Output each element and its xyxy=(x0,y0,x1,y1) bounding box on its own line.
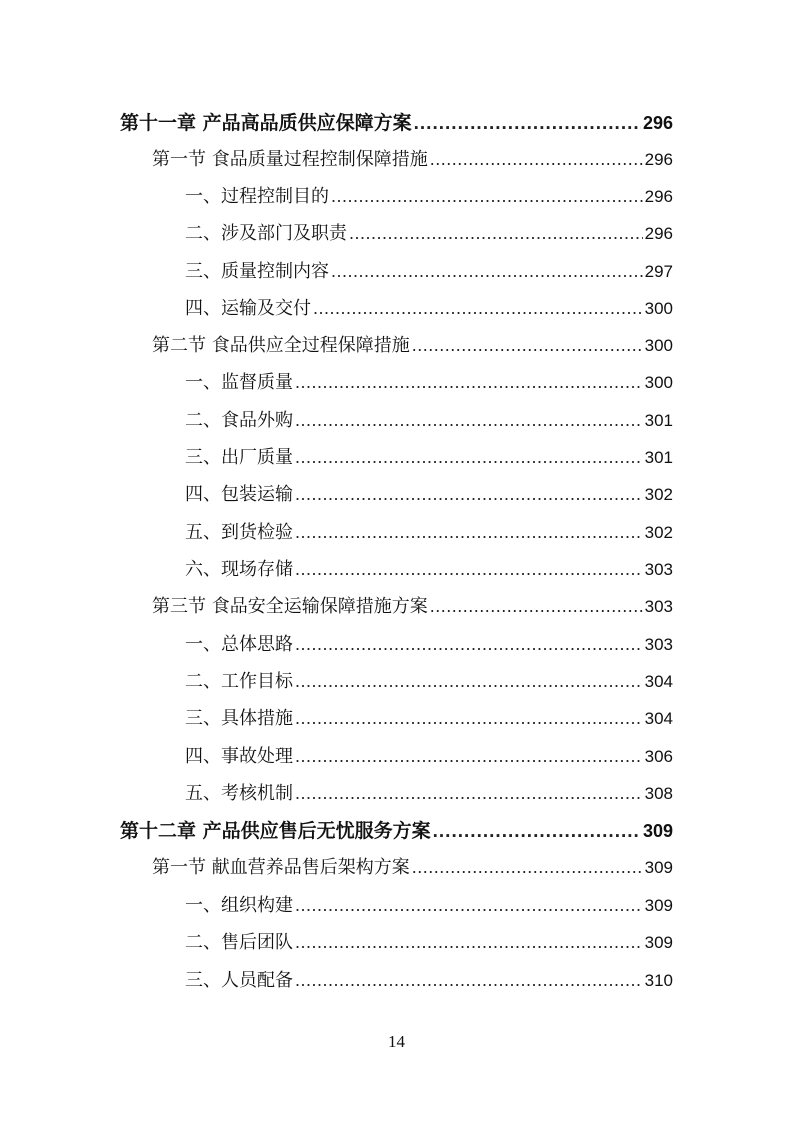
toc-item[interactable] xyxy=(185,182,673,208)
toc-page: 297 xyxy=(644,262,673,281)
toc-title: 三、人员配备 xyxy=(185,970,293,991)
toc-leader xyxy=(412,857,643,878)
toc-leader xyxy=(331,261,643,282)
toc-item[interactable] xyxy=(185,779,673,805)
toc-section[interactable] xyxy=(152,853,673,879)
toc-title: 四、事故处理 xyxy=(185,746,293,767)
toc-item[interactable] xyxy=(185,891,673,917)
toc-title: 一、总体思路 xyxy=(185,634,293,655)
toc-item[interactable] xyxy=(185,667,673,693)
toc-leader xyxy=(295,671,643,692)
toc-page: 309 xyxy=(644,858,673,877)
toc-leader xyxy=(295,634,643,655)
toc-leader xyxy=(295,746,643,767)
toc-page: 300 xyxy=(644,373,673,392)
toc-item[interactable] xyxy=(185,704,673,730)
toc-section[interactable] xyxy=(152,331,673,357)
toc-title: 五、到货检验 xyxy=(185,522,293,543)
toc-page: 296 xyxy=(644,224,673,243)
toc-chapter-11[interactable] xyxy=(120,108,673,134)
toc-page: 303 xyxy=(644,560,673,579)
toc-title: 第十一章 产品高品质供应保障方案 xyxy=(120,112,412,134)
toc-item[interactable] xyxy=(185,966,673,992)
toc-item[interactable] xyxy=(185,443,673,469)
toc-page: 304 xyxy=(644,709,673,728)
toc-title: 六、现场存储 xyxy=(185,559,293,580)
toc-page: 302 xyxy=(644,485,673,504)
toc-title: 三、出厂质量 xyxy=(185,447,293,468)
toc-item[interactable] xyxy=(185,294,673,320)
toc-leader xyxy=(295,895,643,916)
toc-title: 第一节 献血营养品售后架构方案 xyxy=(152,857,410,878)
toc-title: 第十二章 产品供应售后无忧服务方案 xyxy=(120,820,431,842)
toc-chapter-12[interactable] xyxy=(120,816,673,842)
toc-item[interactable] xyxy=(185,368,673,394)
toc-page: 296 xyxy=(642,113,673,133)
toc-section[interactable] xyxy=(152,145,673,171)
toc-section[interactable] xyxy=(152,592,673,618)
toc-leader xyxy=(295,484,643,505)
toc-leader xyxy=(295,932,643,953)
toc-leader xyxy=(331,186,643,207)
toc-item[interactable] xyxy=(185,257,673,283)
toc-item[interactable] xyxy=(185,928,673,954)
toc-item[interactable] xyxy=(185,742,673,768)
toc-page: 306 xyxy=(644,747,673,766)
toc-leader xyxy=(295,708,643,729)
toc-title: 二、工作目标 xyxy=(185,671,293,692)
toc-title: 一、组织构建 xyxy=(185,895,293,916)
toc-page: 309 xyxy=(644,896,673,915)
page-number: 14 xyxy=(388,1032,405,1051)
toc-leader xyxy=(430,596,643,617)
toc-title: 五、考核机制 xyxy=(185,783,293,804)
toc-title: 一、监督质量 xyxy=(185,372,293,393)
toc-page: 301 xyxy=(644,448,673,467)
toc-leader xyxy=(295,970,643,991)
toc-page: 300 xyxy=(644,299,673,318)
toc-title: 四、运输及交付 xyxy=(185,298,311,319)
toc-leader xyxy=(433,821,641,843)
toc-title: 三、质量控制内容 xyxy=(185,261,329,282)
toc-leader xyxy=(295,559,643,580)
toc-leader xyxy=(295,522,643,543)
toc-page: 303 xyxy=(644,597,673,616)
toc-title: 三、具体措施 xyxy=(185,708,293,729)
toc-title: 第一节 食品质量过程控制保障措施 xyxy=(152,149,428,170)
toc-title: 第二节 食品供应全过程保障措施 xyxy=(152,335,410,356)
toc-item[interactable] xyxy=(185,219,673,245)
toc-leader xyxy=(412,335,643,356)
toc-leader xyxy=(313,298,643,319)
toc-title: 一、过程控制目的 xyxy=(185,186,329,207)
toc-page: 303 xyxy=(644,635,673,654)
toc-page: 309 xyxy=(644,933,673,952)
toc-page: 300 xyxy=(644,336,673,355)
toc-page: 304 xyxy=(644,672,673,691)
toc-leader xyxy=(295,410,643,431)
toc-leader xyxy=(295,783,643,804)
toc-leader xyxy=(295,372,643,393)
toc-leader xyxy=(430,149,643,170)
toc-page: 296 xyxy=(644,187,673,206)
toc-item[interactable] xyxy=(185,518,673,544)
toc-item[interactable] xyxy=(185,555,673,581)
toc-leader xyxy=(414,113,641,135)
toc-leader xyxy=(349,223,643,244)
toc-page: 310 xyxy=(644,971,673,990)
toc-item[interactable] xyxy=(185,630,673,656)
toc-page: 308 xyxy=(644,784,673,803)
toc-title: 四、包装运输 xyxy=(185,484,293,505)
toc-title: 二、食品外购 xyxy=(185,410,293,431)
toc-page: 296 xyxy=(644,150,673,169)
toc-leader xyxy=(295,447,643,468)
toc-page: 302 xyxy=(644,523,673,542)
toc-item[interactable] xyxy=(185,406,673,432)
toc-page: 309 xyxy=(642,821,673,841)
toc-title: 二、售后团队 xyxy=(185,932,293,953)
toc-title: 二、涉及部门及职责 xyxy=(185,223,347,244)
toc-page: 301 xyxy=(644,411,673,430)
toc-item[interactable] xyxy=(185,480,673,506)
toc-title: 第三节 食品安全运输保障措施方案 xyxy=(152,596,428,617)
